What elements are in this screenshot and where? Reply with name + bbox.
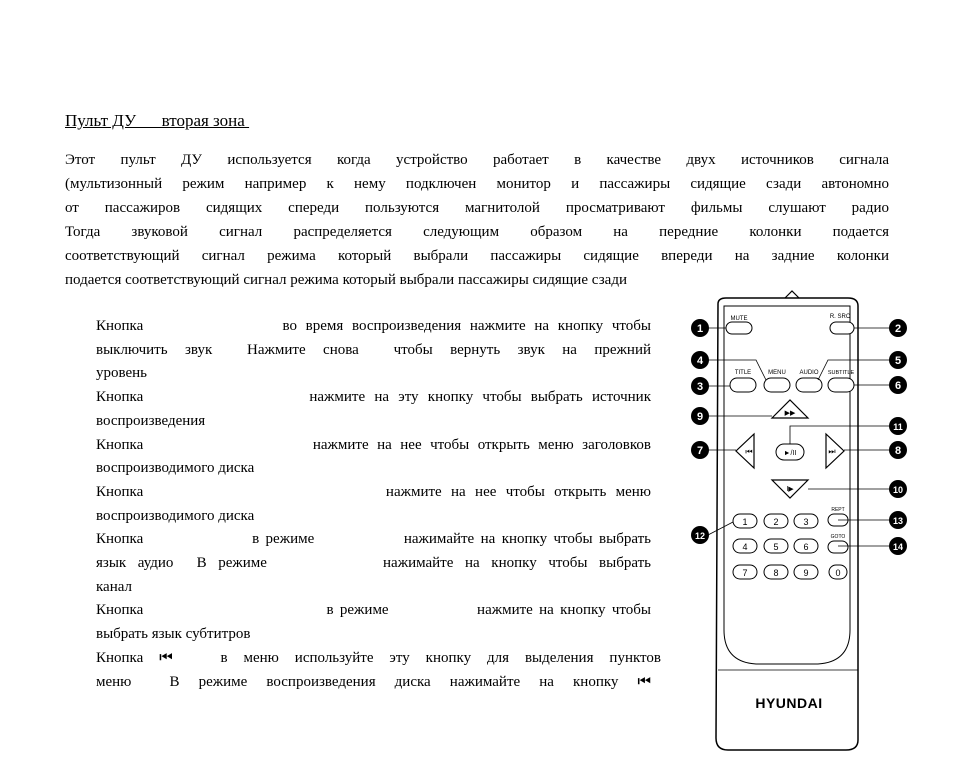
svg-text:5: 5 [894, 355, 902, 367]
remote-control-illustration [688, 290, 920, 760]
section-heading: Пульт ДУ вторая зона [65, 111, 250, 130]
intro-line: (мультизонный режим например к нему подключен монитор и пассажиры сидящие сзади автономно [65, 176, 889, 192]
play-pause-icon: ►/II [783, 450, 797, 457]
digit-4-label: 4 [742, 542, 748, 552]
intro-line: Тогда звуковой сигнал распределяется следующим образом на передние колонки подается [65, 224, 889, 240]
callout-3 [691, 377, 709, 395]
item-line: Кнопка нажмите на нее чтобы открыть меню [96, 483, 651, 500]
item-line: воспроизводимого диска [96, 460, 255, 477]
rept-label: REPT [831, 507, 845, 513]
svg-text:7: 7 [696, 445, 704, 457]
svg-text:12: 12 [694, 531, 706, 541]
svg-text:4: 4 [696, 355, 704, 367]
item-line: язык аудио В режиме нажимайте на кнопку чтобы выбрать [96, 555, 651, 572]
prev-icon: ⏮ [745, 447, 753, 456]
svg-text:11: 11 [893, 422, 903, 432]
audio-label: AUDIO [799, 370, 819, 376]
callout-8 [889, 441, 907, 459]
item-line: Кнопка во время воспроизведения нажмите на кнопку чтобы [96, 318, 651, 334]
svg-text:3: 3 [696, 381, 704, 393]
svg-text:6: 6 [894, 380, 902, 392]
callout-1 [691, 319, 709, 337]
subtitle-label: SUBTITLE [827, 370, 855, 376]
item-line: Кнопка нажмите на нее чтобы открыть меню заголовков [96, 436, 651, 453]
rsrc-button[interactable] [830, 322, 854, 334]
intro-line: соответствующий сигнал режима который выбрали пассажиры сидящие впереди на задние колонки [65, 248, 889, 264]
digit-2-label: 2 [773, 517, 779, 527]
menu-label: MENU [768, 370, 786, 376]
intro-line: Этот пульт ДУ используется когда устройство работает в качестве двух источников сигнала [65, 152, 889, 168]
digit-0-label: 0 [835, 568, 841, 578]
callout-7 [691, 441, 709, 459]
mute-label: MUTE [730, 316, 748, 322]
intro-line: от пассажиров сидящих спереди пользуются магнитолой просматривают фильмы слушают радио [65, 200, 889, 216]
callout-12 [691, 526, 709, 544]
item-line: Кнопка нажмите на эту кнопку чтобы выбрать источник [96, 389, 651, 406]
callout-5 [889, 351, 907, 369]
up-icon: ▶▶ [784, 410, 796, 417]
svg-text:2: 2 [894, 323, 902, 335]
goto-button[interactable] [828, 541, 848, 553]
audio-button[interactable] [796, 378, 822, 392]
callout-6 [889, 376, 907, 394]
item-line: Кнопка в режиме нажмите на кнопку чтобы [96, 602, 651, 619]
digit-5-label: 5 [773, 542, 779, 552]
svg-text:14: 14 [892, 542, 904, 552]
callout-2 [889, 319, 907, 337]
button-descriptions [96, 315, 661, 694]
brand-logo: HYUNDAI [755, 695, 823, 711]
digit-8-label: 8 [773, 568, 779, 578]
item-line: воспроизведения [96, 412, 206, 429]
callout-11 [889, 417, 907, 435]
title-label: TITLE [734, 370, 752, 376]
next-icon: ⏭ [828, 447, 836, 456]
mute-button[interactable] [726, 322, 752, 334]
subtitle-button[interactable] [828, 378, 854, 392]
item-line: Кнопка в режиме нажимайте на кнопку чтобы выбрать [96, 531, 651, 548]
svg-text:13: 13 [892, 516, 904, 526]
svg-text:9: 9 [696, 411, 704, 423]
item-line: выбрать язык субтитров [96, 626, 251, 643]
item-line: выключить звук Нажмите снова чтобы вернуть звук на прежний [96, 341, 651, 358]
digit-9-label: 9 [803, 568, 809, 578]
item-line: Кнопка ⏮ в меню используйте эту кнопку для выделения пунктов [96, 649, 661, 666]
intro-paragraph [65, 148, 889, 292]
down-icon: I▶ [786, 486, 794, 493]
svg-text:1: 1 [696, 323, 704, 335]
title-button[interactable] [730, 378, 756, 392]
item-line: меню В режиме воспроизведения диска нажимайте на кнопку ⏮ [96, 673, 651, 690]
menu-button[interactable] [764, 378, 790, 392]
digit-6-label: 6 [803, 542, 809, 552]
callout-9 [691, 407, 709, 425]
item-line: воспроизводимого диска [96, 507, 255, 524]
digit-7-label: 7 [742, 568, 748, 578]
item-line: уровень [96, 365, 148, 382]
digit-1-label: 1 [742, 517, 748, 527]
digit-3-label: 3 [803, 517, 809, 527]
svg-text:10: 10 [892, 485, 904, 495]
callout-4 [691, 351, 709, 369]
callout-13 [889, 511, 907, 529]
callout-10 [889, 480, 907, 498]
intro-line: подается соответствующий сигнал режима который выбрали пассажиры сидящие сзади [65, 272, 627, 288]
callout-14 [889, 537, 907, 555]
svg-text:8: 8 [894, 445, 902, 457]
rsrc-label: R. SRC [829, 314, 851, 320]
item-line: канал [96, 578, 133, 595]
goto-label: GOTO [830, 534, 846, 540]
